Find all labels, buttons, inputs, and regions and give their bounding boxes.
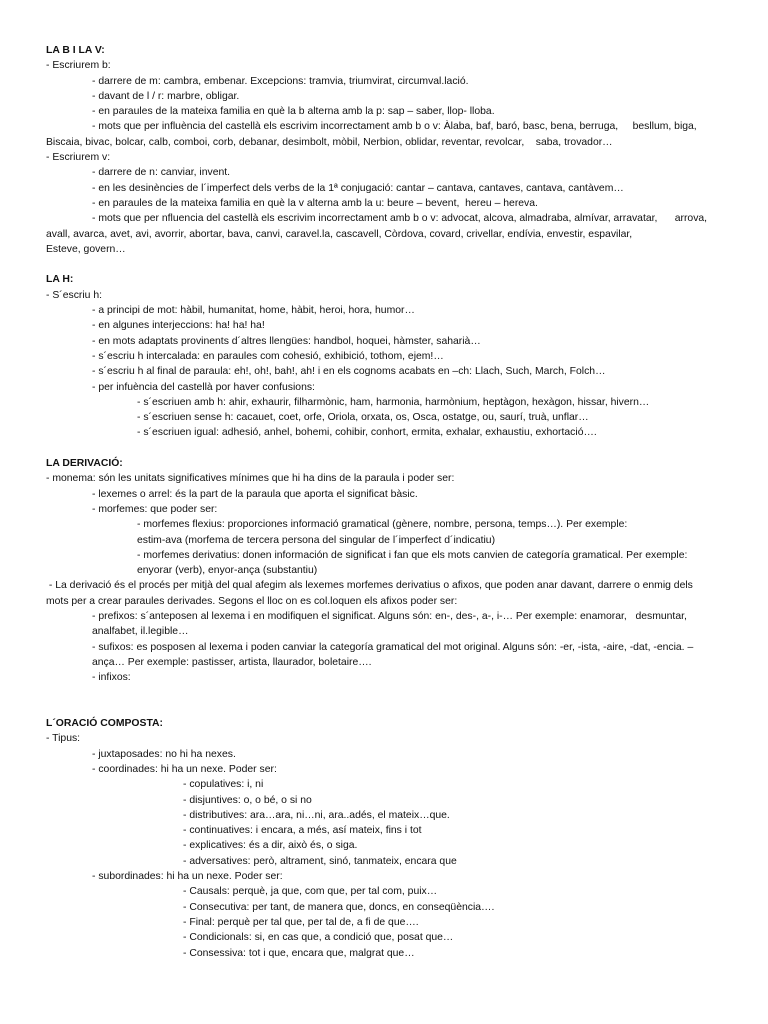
text-line: ança… Per exemple: pastisser, artista, llaurador, boletaire…. [92, 656, 372, 668]
text-line: - Escriurem b: [46, 60, 111, 72]
text-line: - en paraules de la mateixa familia en què la b alterna amb la p: sap – saber, llop- lloba. [92, 106, 495, 118]
text-line: - Consecutiva: per tant, de manera que, doncs, en conseqüència…. [183, 901, 495, 913]
text-line: - continuatives: i encara, a més, así mateix, fins i tot [183, 825, 422, 837]
text-line: - S´escriu h: [46, 289, 103, 301]
document-page [46, 43, 728, 976]
text-line: - coordinades: hi ha un nexe. Poder ser: [92, 763, 277, 775]
text-line: estim-ava (morfema de tercera persona del singular de l´imperfect d´indicatiu) [137, 534, 496, 546]
text-line: - La derivació és el procés per mitjà del qual afegim als lexemes morfemes derivatius o afixos, que poden anar davant, darrere o enmig dels [46, 580, 693, 592]
text-line: - s´escriu h al final de paraula: eh!, oh!, bah!, ah! i en els cognoms acabats en –ch: Llach, Such, March, Folch… [92, 366, 606, 378]
text-line: - adversatives: però, altrament, sinó, tanmateix, encara que [183, 855, 457, 867]
text-line: enyorar (verb), enyor-ança (substantiu) [137, 565, 318, 577]
text-line: Esteve, govern… [46, 243, 126, 255]
section-title: LA B I LA V: [46, 45, 105, 56]
text-line: - en algunes interjeccions: ha! ha! ha! [92, 320, 265, 332]
section [46, 272, 728, 440]
text-line: avall, avarca, avet, avi, avorrir, abortar, bava, canvi, caravel.la, cascavell, Còrdova, covard, crivellar, endívia, envestir, espavilar, [46, 228, 633, 240]
text-line: - s´escriuen igual: adhesió, anhel, bohemi, cohibir, conhort, ermita, exhalar, exhaustiu, exhortació…. [137, 427, 597, 439]
text-line: - Condicionals: si, en cas que, a condició que, posat que… [183, 932, 454, 944]
text-line: - morfemes derivatius: donen información de significat i fan que els mots canvien de categoría gramatical. Per exemple: [137, 549, 688, 561]
text-line: - mots que per influència del castellà els escrivim incorrectament amb b o v: Àlaba, baf, baró, basc, bena, berruga, besllum, biga, [92, 121, 697, 133]
text-line: - morfemes flexius: proporciones informació gramatical (gènere, nombre, persona, temps…). Per exemple: [137, 519, 628, 531]
text-line: - sufixos: es posposen al lexema i poden canviar la categoría gramatical del mot original. Alguns són: -er, -ista, -aire, -dat, -encia. – [92, 641, 694, 653]
text-line: - infixos: [92, 672, 131, 684]
section-title: LA DERIVACIÓ: [46, 458, 123, 470]
text-line: - en les desinències de l´imperfect dels verbs de la 1ª conjugació: cantar – cantava, cantaves, cantava, cantàvem… [92, 182, 624, 194]
text-line: - per infuència del castellà por haver confusions: [92, 381, 315, 393]
text-line: - davant de l / r: marbre, obligar. [92, 90, 240, 102]
text-line: - s´escriuen amb h: ahir, exhaurir, filharmònic, ham, harmonia, harmònium, heptàgon, hexàgon, hissar, hivern… [137, 396, 650, 408]
text-line: - morfemes: que poder ser: [92, 503, 218, 515]
text-line: - en paraules de la mateixa familia en què la v alterna amb la u: beure – bevent, hereu – hereva. [92, 197, 538, 209]
text-line: - Escriurem v: [46, 152, 111, 164]
text-line: - a principi de mot: hàbil, humanitat, home, hàbit, heroi, hora, humor… [92, 305, 415, 317]
text-line: - s´escriu h intercalada: en paraules com cohesió, exhibició, tothom, ejem!… [92, 350, 444, 362]
text-line: - copulatives: i, ni [183, 779, 264, 791]
text-line: Biscaia, bivac, bolcar, calb, comboi, corb, debanar, desimbolt, mòbil, Nerbion, oblidar, reventar, revolcar, saba, trovador… [46, 136, 613, 148]
text-line: - Tipus: [46, 733, 81, 745]
text-line: - Consessiva: tot i que, encara que, malgrat que… [183, 947, 415, 959]
text-line: - monema: són les unitats significatives mínimes que hi ha dins de la paraula i poder ser: [46, 473, 455, 485]
text-line: - subordinades: hi ha un nexe. Poder ser: [92, 871, 283, 883]
text-line: - s´escriuen sense h: cacauet, coet, orfe, Oriola, orxata, os, Osca, ostatge, ou, saurí, truà, unflar… [137, 412, 589, 424]
section-title: L´ORACIÓ COMPOSTA: [46, 718, 163, 730]
text-line: - mots que per nfluencia del castellà els escrivim incorrectament amb b o v: advocat, alcova, almadraba, almívar, arravatar, arrova, [92, 213, 708, 225]
text-line: - juxtaposades: no hi ha nexes. [92, 748, 236, 760]
text-line: - darrere de m: cambra, embenar. Excepcions: tramvia, triumvirat, circumval.lació. [92, 75, 469, 87]
text-line: - en mots adaptats provinents d´altres llengües: handbol, hoquei, hàmster, saharià… [92, 335, 481, 347]
section [46, 716, 728, 961]
text-line: - Causals: perquè, ja que, com que, per tal com, puix… [183, 886, 438, 898]
section-title: LA H: [46, 274, 74, 286]
text-line: - disjuntives: o, o bé, o si no [183, 794, 312, 806]
text-line: - explicatives: és a dir, això és, o siga. [183, 840, 358, 852]
text-line: - lexemes o arrel: és la part de la paraula que aporta el significat bàsic. [92, 488, 418, 500]
text-line: - Final: perquè per tal que, per tal de, a fi de que…. [183, 916, 419, 928]
text-line: - prefixos: s´anteposen al lexema i en modifiquen el significat. Alguns són: en-, des-, a-, i-… Per exemple: enamorar, desmuntar, [92, 610, 687, 622]
text-line: - darrere de n: canviar, invent. [92, 167, 231, 179]
text-line: - distributives: ara…ara, ni…ni, ara..adés, el mateix…que. [183, 809, 450, 821]
section [46, 456, 728, 685]
text-line: analfabet, il.legible… [92, 626, 189, 638]
text-line: mots per a crear paraules derivades. Segons el lloc on es col.loquen els afixos poder ser: [46, 595, 458, 607]
section [46, 43, 728, 257]
